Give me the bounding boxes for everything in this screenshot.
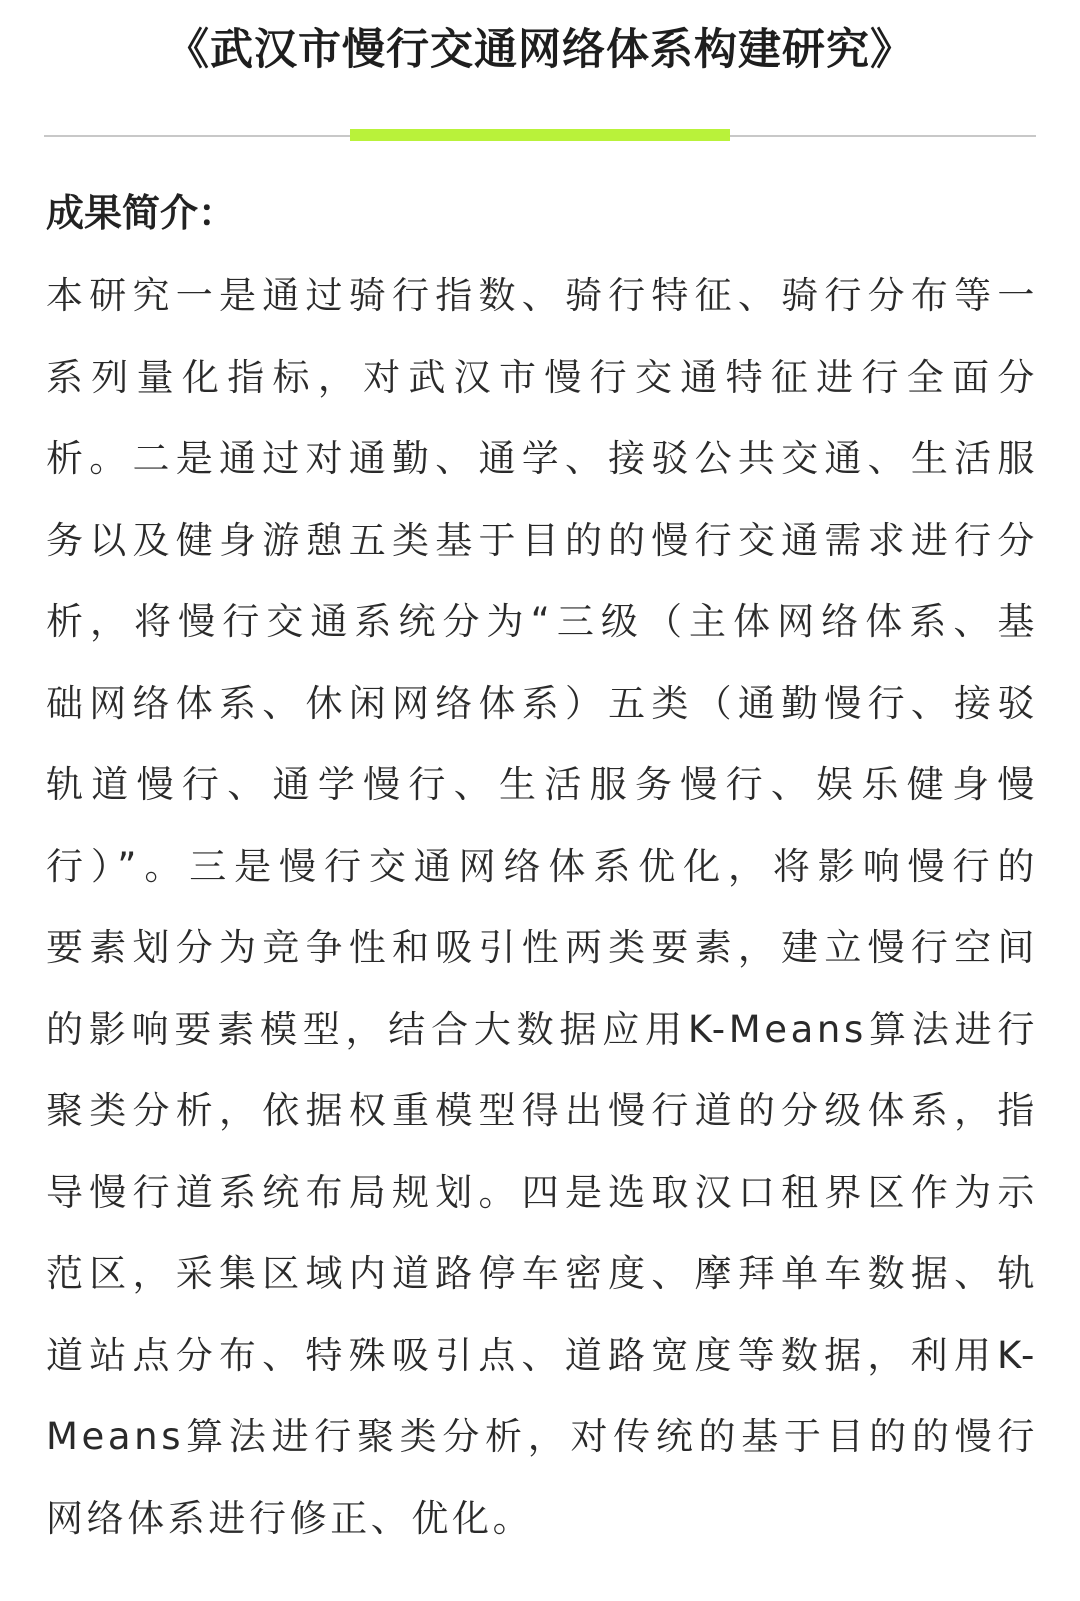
body-line: 导慢行道系统布局规划。四是选取汉口租界区作为示 [46, 1170, 1038, 1214]
body-line: Means算法进行聚类分析，对传统的基于目的的慢行 [46, 1415, 1038, 1458]
body-line: 系列量化指标，对武汉市慢行交通特征进行全面分 [46, 355, 1038, 399]
body-line: 的影响要素模型，结合大数据应用K-Means算法进行 [46, 1007, 1038, 1051]
page-title: 《武汉市慢行交通网络体系构建研究》 [166, 25, 914, 75]
body-line: 务以及健身游憩五类基于目的的慢行交通需求进行分 [46, 518, 1038, 562]
body-line: 轨道慢行、通学慢行、生活服务慢行、娱乐健身慢 [46, 763, 1038, 806]
body-line: 要素划分为竞争性和吸引性两类要素，建立慢行空间 [46, 926, 1038, 969]
title-divider-accent [350, 129, 730, 141]
body-line: 本研究一是通过骑行指数、骑行特征、骑行分布等一 [46, 274, 1038, 317]
section-heading: 成果简介： [46, 191, 237, 235]
body-line: 道站点分布、特殊吸引点、道路宽度等数据，利用K- [46, 1333, 1038, 1377]
body-line: 网络体系进行修正、优化。 [46, 1496, 534, 1540]
body-line: 析，将慢行交通系统分为“三级（主体网络体系、基 [46, 600, 1038, 643]
body-line: 聚类分析，依据权重模型得出慢行道的分级体系，指 [46, 1089, 1038, 1132]
body-line: 行）”。三是慢行交通网络体系优化，将影响慢行的 [46, 844, 1038, 888]
body-line: 范区，采集区域内道路停车密度、摩拜单车数据、轨 [46, 1252, 1038, 1295]
body-line: 析。二是通过对通勤、通学、接驳公共交通、生活服 [46, 437, 1038, 480]
body-line: 础网络体系、休闲网络体系）五类（通勤慢行、接驳 [46, 681, 1038, 725]
body-paragraph [46, 255, 1038, 1559]
